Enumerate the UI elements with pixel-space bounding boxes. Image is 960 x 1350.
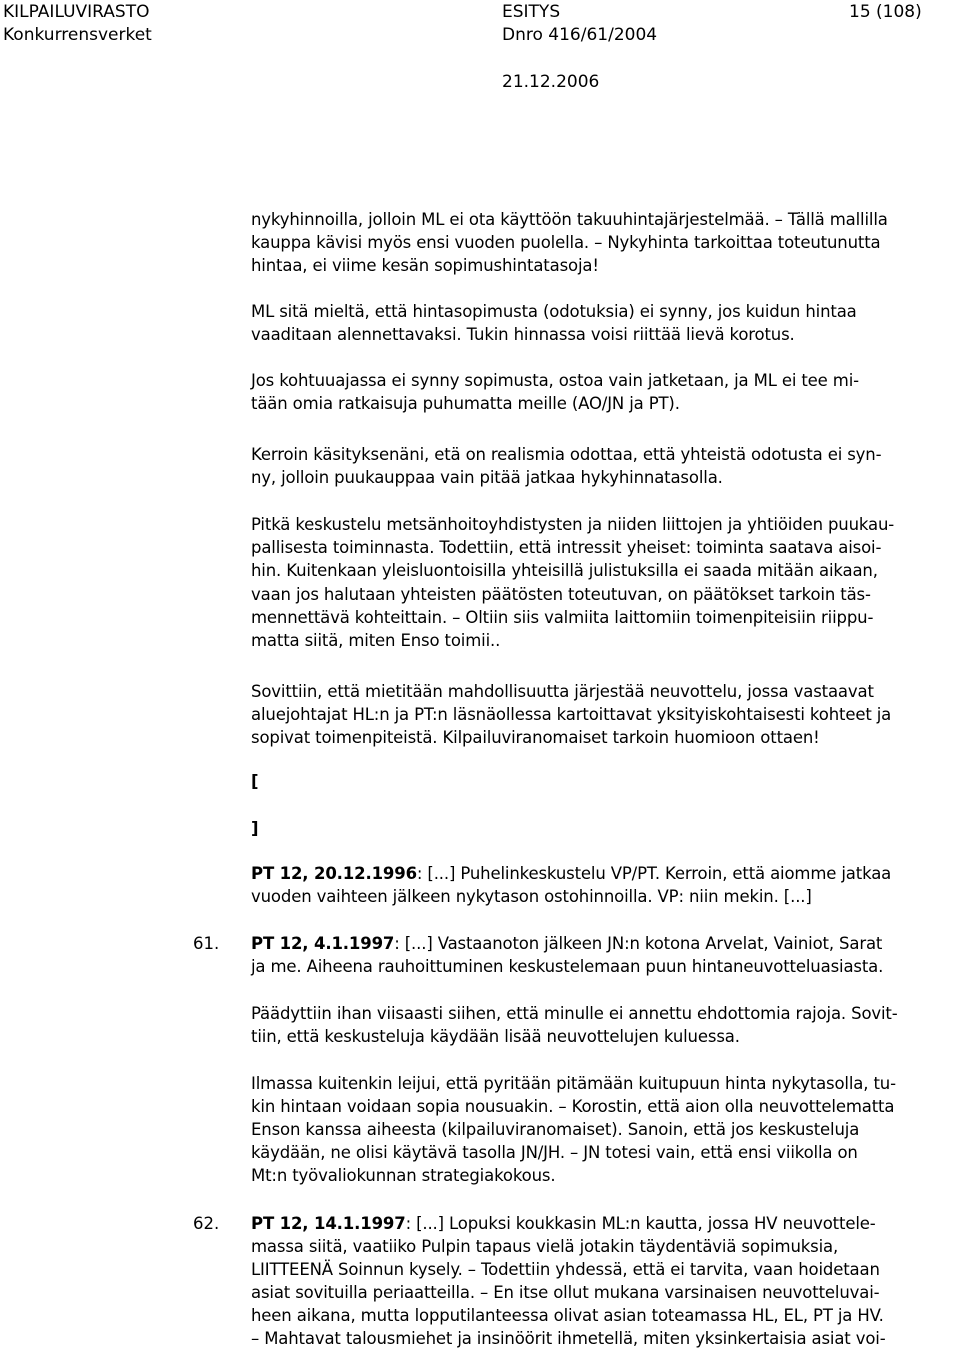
paragraph-6: Sovittiin, että mietitään mahdollisuutta järjestää neuvottelu, jossa vastaavat aluejohtajat HL:n ja PT:n läsnäollessa kartoittavat yksityiskohtaisesti kohteet ja sopivat toimenpiteistä. Kilpailuviranomaiset tarkoin huomioon ottaen! <box>251 682 892 747</box>
redaction-bracket-open: [ <box>251 772 259 791</box>
item-62-text: : [...] Lopuksi koukkasin ML:n kautta, jossa HV neuvottele- massa siitä, vaatiiko Pulpin tapaus vielä jotakin täydentäviä sopimuksia, LIITTEENÄ Soinnun kysely. – Todettiin yhdessä, että ei tarvita, vaan hoidetaan asiat sovituilla periaatteilla. – En itse ollut mukana varsinaisen neuvotteluvai- heen aikana, mutta lopputilanteessa olivat asian toteamassa HL, EL, PT ja HV. – Mahtavat talousmiehet ja insinöörit ihmetellä, miten yksinkertaisia asiat voi- <box>251 1214 886 1348</box>
paragraph-8: Päädyttiin ihan viisaasti siihen, että minulle ei annettu ehdottomia rajoja. Sovit- tiin, että keskusteluja käydään lisää neuvottelujen kuluessa. <box>251 1004 898 1046</box>
item-62-number: 62. <box>193 1214 220 1233</box>
item-61-text: : [...] Vastaanoton jälkeen JN:n kotona Arvelat, Vainiot, Sarat ja me. Aiheena rauhoittuminen keskustelemaan puun hintaneuvotteluasiasta. <box>251 934 884 976</box>
document-type: ESITYS <box>502 2 561 22</box>
agency-name: KILPAILUVIRASTO <box>3 2 150 22</box>
paragraph-1: nykyhinnoilla, jolloin ML ei ota käyttöön takuuhintajärjestelmää. – Tällä mallilla kauppa kävisi myös ensi vuoden puolella. – Nykyhinta tarkoittaa toteutunutta hintaa, ei viime kesän sopimushintatasoja! <box>251 210 888 275</box>
item-62-lead: PT 12, 14.1.1997 <box>251 1214 406 1233</box>
document-date: 21.12.2006 <box>502 72 600 92</box>
paragraph-3: Jos kohtuuajassa ei synny sopimusta, ostoa vain jatketaan, ja ML ei tee mi- tään omia ratkaisuja puhumatta meille (AO/JN ja PT). <box>251 371 859 413</box>
paragraph-7 <box>251 862 957 908</box>
redaction-bracket-close: ] <box>251 819 259 838</box>
paragraph-9: Ilmassa kuitenkin leijui, että pyritään pitämään kuitupuun hinta nykytasolla, tu- kin hintaan voidaan sopia nousuakin. – Korostin, että aion olla neuvottelematta Enson kanssa aiheesta (kilpailuviranomaiset). Sanoin, että jos keskusteluja käydään, ne olisi käytävä tasolla JN/JH. – JN totesi vain, että ensi viikolla on Mt:n työvaliokunnan strategiakokous. <box>251 1074 896 1185</box>
paragraph-5: Pitkä keskustelu metsänhoitoyhdistysten ja niiden liittojen ja yhtiöiden puukau- pallisesta toiminnasta. Todettiin, että intressit yheiset: toiminta saatava aisoi- hin. Kuitenkaan yleisluontoisilla yhteisillä julistuksilla ei saada mitään aikaan, vaan jos halutaan yhteisten päätösten toteutuvan, on päätökset tarkoin täs- mennettävä kohteittain. – Oltiin siis valmiita laittomiin toimenpiteisiin riippu- matta siitä, miten Enso toimii.. <box>251 515 895 651</box>
paragraph-4: Kerroin käsityksenäni, etä on realismia odottaa, että yhteistä odotusta ei syn- ny, jolloin puukauppaa vain pitää jatkaa hykyhinnatasolla. <box>251 445 882 487</box>
item-61-number: 61. <box>193 934 220 953</box>
item-62 <box>251 1212 957 1350</box>
page-number: 15 (108) <box>849 2 922 22</box>
paragraph-7-lead: PT 12, 20.12.1996 <box>251 864 417 883</box>
document-number: Dnro 416/61/2004 <box>502 25 658 45</box>
item-61-lead: PT 12, 4.1.1997 <box>251 934 395 953</box>
item-61 <box>251 932 957 978</box>
paragraph-2: ML sitä mieltä, että hintasopimusta (odotuksia) ei synny, jos kuidun hintaa vaaditaan alennettavaksi. Tukin hinnassa voisi riittää lievä korotus. <box>251 302 857 344</box>
agency-name-swedish: Konkurrensverket <box>3 25 152 45</box>
paragraph-7-text: : [...] Puhelinkeskustelu VP/PT. Kerroin, että aiomme jatkaa vuoden vaihteen jälkeen nykytason ostohinnoilla. VP: niin mekin. [...] <box>251 864 892 906</box>
